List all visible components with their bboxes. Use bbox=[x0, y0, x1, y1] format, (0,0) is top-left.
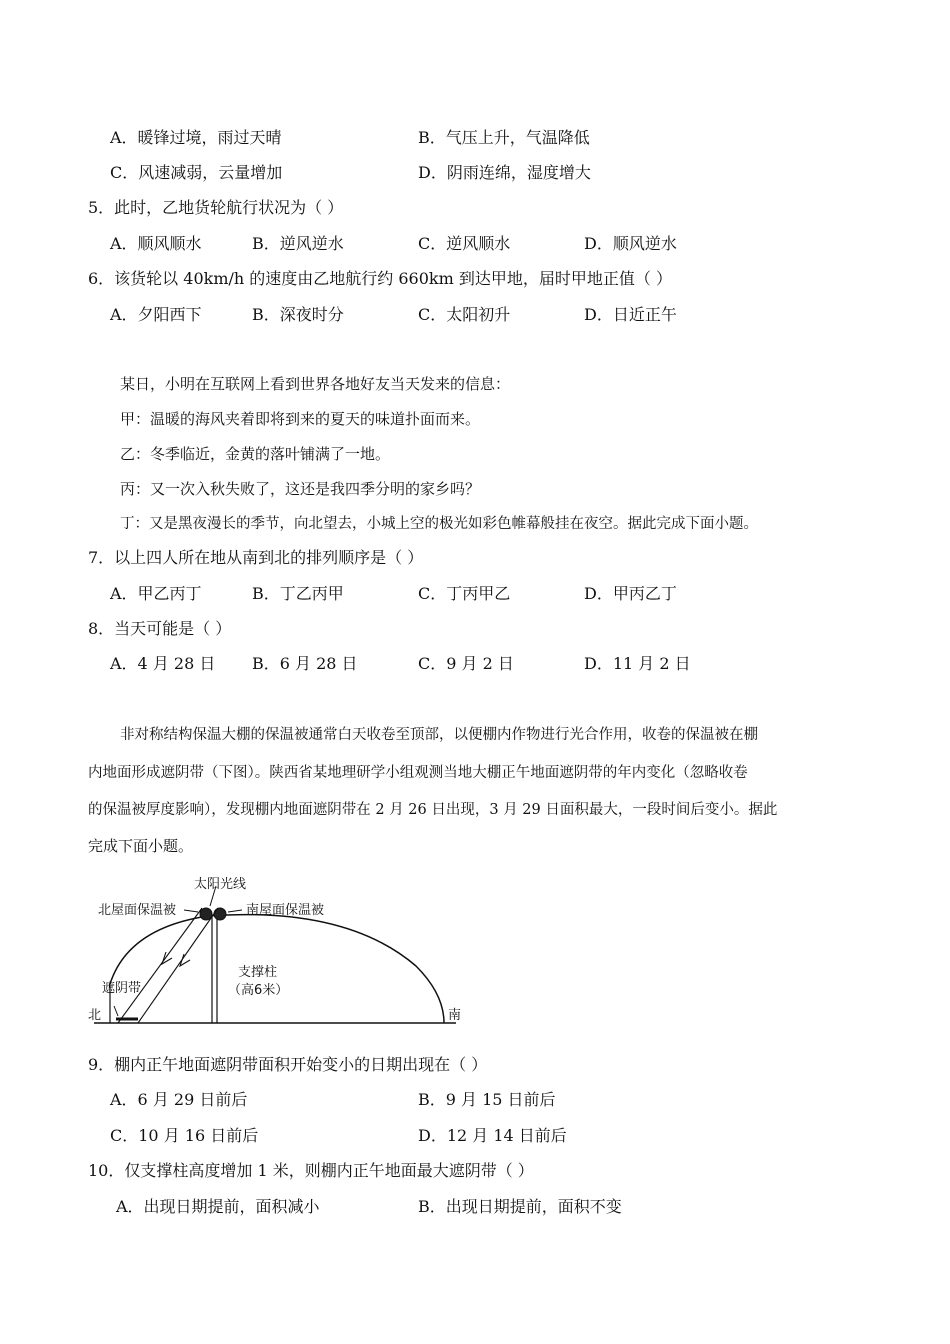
sun-ray-1-arrow-icon bbox=[162, 952, 172, 964]
south-quilt-pointer bbox=[228, 910, 242, 912]
passage2-line3: 的保温被厚度影响），发现棚内地面遮阴带在 2 月 26 日出现，3 月 29 日面积最大，一段时间后变小。据此 bbox=[88, 802, 778, 818]
q9-option-d: D．12 月 14 日前后 bbox=[418, 1126, 567, 1145]
q9-option-a: A．6 月 29 日前后 bbox=[110, 1090, 248, 1109]
south-label: 南 bbox=[448, 1008, 462, 1023]
q5-option-b: B．逆风逆水 bbox=[252, 234, 344, 253]
q7-option-a: A．甲乙丙丁 bbox=[110, 584, 202, 603]
q7-option-d: D．甲丙乙丁 bbox=[584, 584, 677, 603]
sun-ray-1 bbox=[118, 908, 202, 1023]
passage1-ding: 丁：又是黑夜漫长的季节，向北望去，小城上空的极光如彩色帷幕般挂在夜空。据此完成下面小题。 bbox=[120, 516, 758, 532]
sun-ray-2 bbox=[138, 908, 218, 1023]
q9-stem: 9．棚内正午地面遮阴带面积开始变小的日期出现在（ ） bbox=[88, 1055, 488, 1074]
q6-option-b: B．深夜时分 bbox=[252, 305, 344, 324]
q6-option-d: D．日近正午 bbox=[584, 305, 677, 324]
q7-option-c: C．丁丙甲乙 bbox=[418, 584, 511, 603]
q4-option-b: B．气压上升，气温降低 bbox=[418, 128, 590, 147]
passage1-intro: 某日，小明在互联网上看到世界各地好友当天发来的信息： bbox=[120, 375, 511, 393]
south-quilt-label: 南屋面保温被 bbox=[246, 903, 325, 918]
south-quilt-roll-icon bbox=[214, 908, 226, 920]
shade-pointer bbox=[114, 1006, 118, 1016]
pillar-label: 支撑柱 bbox=[238, 965, 278, 980]
q5-option-c: C．逆风顺水 bbox=[418, 234, 511, 253]
passage1-yi: 乙：冬季临近，金黄的落叶铺满了一地。 bbox=[120, 445, 391, 463]
sunlight-label: 太阳光线 bbox=[194, 877, 247, 892]
north-quilt-roll-icon bbox=[200, 908, 212, 920]
q6-option-c: C．太阳初升 bbox=[418, 305, 511, 324]
q10-option-b: B．出现日期提前，面积不变 bbox=[418, 1197, 622, 1216]
q4-option-d: D．阴雨连绵，湿度增大 bbox=[418, 163, 591, 182]
shade-label: 遮阴带 bbox=[102, 981, 142, 996]
q8-option-d: D．11 月 2 日 bbox=[584, 654, 691, 673]
passage2-line1: 非对称结构保温大棚的保温被通常白天收卷至顶部，以便棚内作物进行光合作用，收卷的保温被在棚 bbox=[120, 727, 758, 743]
north-quilt-pointer bbox=[184, 910, 198, 912]
q5-stem: 5．此时，乙地货轮航行状况为（ ） bbox=[88, 198, 344, 217]
q10-option-a: A．出现日期提前，面积减小 bbox=[116, 1197, 320, 1216]
q8-option-b: B．6 月 28 日 bbox=[252, 654, 358, 673]
pillar-height-label: （高6米） bbox=[228, 983, 289, 998]
q6-option-a: A．夕阳西下 bbox=[110, 305, 202, 324]
passage1-bing: 丙：又一次入秋失败了，这还是我四季分明的家乡吗？ bbox=[120, 480, 481, 498]
q4-option-a: A．暖锋过境，雨过天晴 bbox=[110, 128, 282, 147]
q8-option-c: C．9 月 2 日 bbox=[418, 654, 514, 673]
passage2-line4: 完成下面小题。 bbox=[88, 837, 194, 855]
north-quilt-label: 北屋面保温被 bbox=[98, 903, 177, 918]
q5-option-a: A．顺风顺水 bbox=[110, 234, 202, 253]
north-label: 北 bbox=[88, 1008, 102, 1023]
q4-option-c: C．风速减弱，云量增加 bbox=[110, 163, 283, 182]
greenhouse-diagram bbox=[86, 866, 466, 1028]
q7-option-b: B．丁乙丙甲 bbox=[252, 584, 344, 603]
passage2-line2: 内地面形成遮阴带（下图）。陕西省某地理研学小组观测当地大棚正午地面遮阴带的年内变化（忽略收卷 bbox=[88, 765, 748, 781]
q5-option-d: D．顺风逆水 bbox=[584, 234, 677, 253]
passage1-jia: 甲：温暖的海风夹着即将到来的夏天的味道扑面而来。 bbox=[120, 410, 481, 428]
q6-stem: 6．该货轮以 40km/h 的速度由乙地航行约 660km 到达甲地，届时甲地正值（ ） bbox=[88, 269, 672, 288]
q8-stem: 8．当天可能是（ ） bbox=[88, 619, 232, 638]
q9-option-b: B．9 月 15 日前后 bbox=[418, 1090, 556, 1109]
q10-stem: 10．仅支撑柱高度增加 1 米，则棚内正午地面最大遮阴带（ ） bbox=[88, 1161, 534, 1180]
q8-option-a: A．4 月 28 日 bbox=[110, 654, 216, 673]
q9-option-c: C．10 月 16 日前后 bbox=[110, 1126, 259, 1145]
q7-stem: 7．以上四人所在地从南到北的排列顺序是（ ） bbox=[88, 548, 424, 567]
